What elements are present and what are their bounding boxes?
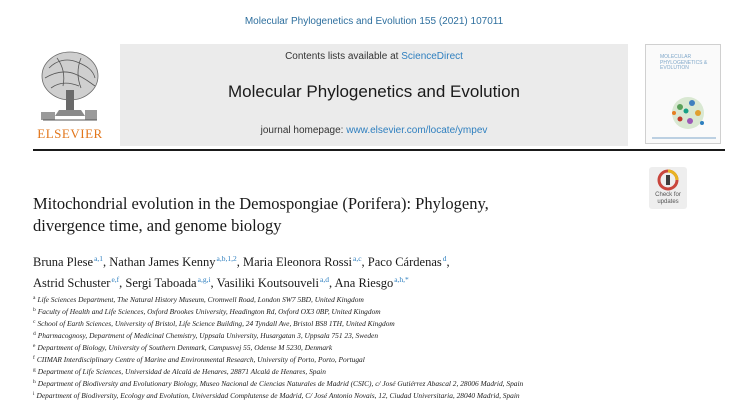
sciencedirect-link[interactable]: ScienceDirect — [401, 51, 463, 62]
contents-line — [120, 51, 628, 62]
author-name[interactable]: Maria Eleonora Rossi — [242, 255, 352, 269]
article-title-line-1: Mitochondrial evolution in the Demospongiae (Porifera): Phylogeny, — [33, 194, 489, 213]
author-name[interactable]: Nathan James Kenny — [109, 255, 216, 269]
affiliation-item: $^e$ Department of Biology, University of Southern Denmark, Campusvej 55, Odense M 5230, Denmark — [33, 343, 333, 352]
journal-masthead — [33, 42, 725, 150]
author-name[interactable]: Ana Riesgo — [334, 276, 394, 290]
elsevier-logo[interactable] — [33, 46, 107, 144]
journal-info-box — [120, 44, 628, 146]
contents-prefix: Contents lists available at — [285, 51, 402, 62]
affiliation-item: $^b$ Faculty of Health and Life Sciences, Oxford Brookes University, Headington Rd, Oxford OX3 0BP, United Kingdom — [33, 307, 381, 316]
affiliation-item: $^c$ School of Earth Sciences, University of Bristol, Life Science Building, 24 Tyndall Ave, Bristol BS8 1TH, United Kingdom — [33, 319, 395, 328]
article-title — [33, 193, 633, 237]
check-for-updates-badge[interactable] — [649, 167, 687, 209]
article-title-line-2: divergence time, and genome biology — [33, 216, 282, 235]
journal-citation: Molecular Phylogenetics and Evolution 155 (2021) 107011 — [244, 16, 504, 27]
author-affiliation-ref[interactable]: e,f — [111, 275, 120, 284]
affiliation-item: $^g$ Department of Life Sciences, Universidad de Alcalá de Henares, 28871 Alcalá de Henares, Spain — [33, 367, 326, 376]
affiliation-item: $^d$ Pharmacognosy, Department of Medicinal Chemistry, Uppsala University, Husargatan 3, Uppsala 751 23, Sweden — [33, 331, 379, 340]
masthead-divider — [33, 149, 725, 151]
author-name[interactable]: Sergi Taboada — [125, 276, 197, 290]
cover-title: MOLECULAR PHYLOGENETICS & EVOLUTION — [660, 54, 708, 71]
affiliation-item: $^i$ Department of Biodiversity, Ecology and Evolution, Universidad Complutense de Madrid, C/ José Antonio Novais, 12, Ciudad Universitaria, 28040 Madrid, Spain — [33, 391, 520, 400]
author-affiliation-ref[interactable]: d — [442, 254, 447, 263]
author-name[interactable]: Bruna Plese — [33, 255, 94, 269]
author-affiliation-ref[interactable]: a,1 — [94, 254, 104, 263]
journal-cover-thumbnail[interactable] — [645, 44, 721, 144]
affiliation-item: $^f$ CIIMAR Interdisciplinary Centre of Marine and Environmental Research, University of Porto, Porto, Portugal — [33, 355, 365, 364]
author-name[interactable]: Astrid Schuster — [33, 276, 111, 290]
cover-art-icon — [646, 45, 722, 145]
check-updates-label: Check for updates — [655, 192, 681, 205]
affiliation-item: $^h$ Department of Biodiversity and Evolutionary Biology, Museo Nacional de Ciencias Naturales de Madrid (CSIC), c/ José Gutiérrez Abascal 2, 28006 Madrid, Spain — [33, 379, 524, 388]
author-affiliation-ref[interactable]: a,c — [353, 254, 362, 263]
elsevier-wordmark: ELSEVIER — [37, 126, 103, 141]
homepage-line — [120, 125, 628, 136]
journal-title: Molecular Phylogenetics and Evolution — [227, 82, 520, 101]
elsevier-tree-icon — [37, 46, 103, 124]
homepage-link[interactable]: www.elsevier.com/locate/ympev — [346, 125, 488, 136]
author-affiliation-ref[interactable]: a,b,1,2 — [216, 254, 237, 263]
homepage-prefix: journal homepage: — [260, 125, 347, 136]
author-affiliation-ref[interactable]: a,d — [320, 275, 329, 284]
author-name[interactable]: Vasiliki Koutsouveli — [216, 276, 319, 290]
author-list: Bruna Plese$^{a,1}$, Nathan James Kenny$^{a,b,1,2}$, Maria Eleonora Rossi$^{a,c}$, Paco Cárdenas$^d$, Astrid Schuster$^{e,f}$, Sergi Taboada$^{a,g,i}$, Vasiliki Koutsouveli$^{a,d}$, Ana Riesgo$^{a,h,*}$ — [33, 254, 450, 290]
check-updates-icon — [649, 167, 687, 193]
affiliation-list — [33, 293, 733, 401]
author-affiliation-ref[interactable]: a,h,* — [394, 275, 409, 284]
author-affiliation-ref[interactable]: a,g,i — [197, 275, 211, 284]
affiliation-item: $^a$ Life Sciences Department, The Natural History Museum, Cromwell Road, London SW7 5BD, United Kingdom — [33, 295, 364, 304]
author-name[interactable]: Paco Cárdenas — [367, 255, 442, 269]
